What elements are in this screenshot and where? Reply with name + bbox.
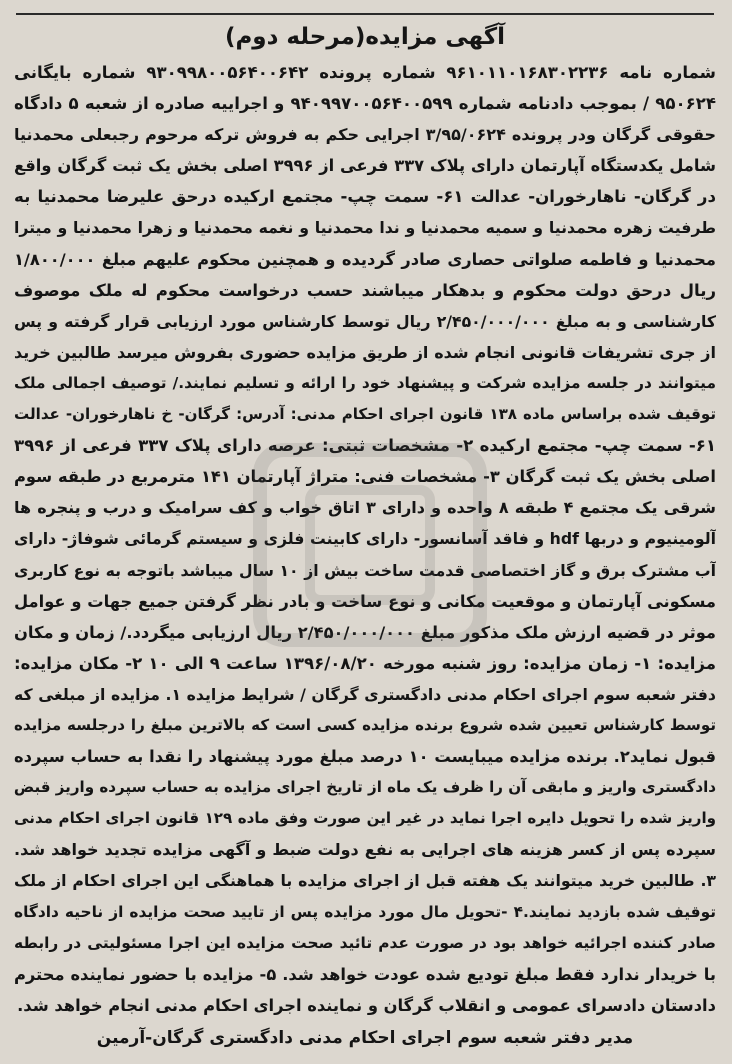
notice-line: میتوانند در جلسه مزایده شرکت و پیشنهاد خود را ارائه و تسلیم نمایند./ توصیف اجمالی ملک [14,373,716,392]
notice-line: واریز شده را تحویل دایره اجرا نماید در غیر این صورت وفق ماده ۱۲۹ قانون اجرای احکام مدنی [14,809,716,828]
notice-line: اصلی بخش یک ثبت گرگان ۳- مشخصات فنی: متراژ آپارتمان ۱۴۱ مترمربع در طبقه سوم [14,467,716,487]
notice-line: آلومینیوم و دربها hdf و فاقد آسانسور- دارای کابینت فلزی و سیستم گرمائی شوفاژ- دارای [14,529,716,549]
notice-line: صادر کننده اجرائیه خواهد بود در صورت عدم تائید صحت مزایده این اجرا مسئولیتی در رابطه [14,933,716,952]
notice-line: مسکونی آپارتمان و موقعیت مکانی و نوع ساخت و بادر نظر گرفتن جمیع جهات و عوامل [14,591,716,611]
notice-line: ۳. طالبین خرید میتوانند یک هفته قبل از اجرای مزایده با هماهنگی این اجرای احکام از ملک [14,871,716,891]
notice-line: با خریدار ندارد فقط مبلغ تودیع شده عودت خواهد شد. ۵- مزایده با حضور نماینده محترم [14,964,716,984]
notice-line: موثر در قضیه ارزش ملک مذکور مبلغ ۲/۴۵۰/۰۰۰/۰۰۰ ریال ارزیابی میگردد./ زمان و مکان [14,622,716,642]
notice-line: مزایده: ۱- زمان مزایده: روز شنبه مورخه ۱۳۹۶/۰۸/۲۰ ساعت ۹ الی ۱۰ ۲- مکان مزایده: [14,653,716,673]
notice-line: محمدنیا و فاطمه صلواتی حصاری صادر گردیده و همچنین محکوم علیهم مبلغ ۱/۸۰۰/۰۰۰ [14,249,716,269]
notice-line: شامل یکدستگاه آپارتمان دارای پلاک ۳۳۷ فرعی از ۳۹۹۶ اصلی بخش یک ثبت گرگان واقع [14,156,716,176]
notice-line: توسط کارشناس تعیین شده شروع برنده مزایده کسی است که بالاترین مبلغ را درجلسه مزایده [14,715,716,734]
notice-line: طرفیت زهره محمدنیا و سمیه محمدنیا و ندا محمدنیا و نغمه محمدنیا و زهرا محمدنیا و میترا [14,218,716,238]
notice-line: از جری تشریفات قانونی انجام شده از طریق مزایده حضوری بفروش میرسد طالبین خرید [14,342,716,362]
notice-line: توقیف شده براساس ماده ۱۳۸ قانون اجرای احکام مدنی: آدرس: گرگان- خ ناهارخوران- عدالت [14,405,716,424]
notice-title: آگهی مزایده(مرحله دوم) [224,24,506,50]
notice-line: آب مشترک برق و گاز اختصاصی قدمت ساخت بیش از ۱۰ سال میباشد باتوجه به نوع کاربری [14,560,716,580]
notice-line: سپرده پس از کسر هزینه های اجرایی به نفع دولت ضبط و آگهی مزایده تجدید خواهد شد. [14,840,716,860]
notice-line: توقیف شده بازدید نمایند.۴ -تحویل مال مورد مزایده پس از تایید صحت مزایده از ناحیه دادگاه [14,902,716,921]
notice-line: کارشناسی و به مبلغ ۲/۴۵۰/۰۰۰/۰۰۰ ریال توسط کارشناس مورد ارزیابی قرار گرفته و پس [14,311,716,331]
notice-line: حقوقی گرگان ودر پرونده ۳/۹۵/۰۶۲۴ اجرایی حکم به فروش ترکه مرحوم رجبعلی محمدنیا [14,125,716,145]
notice-line: ریال درحق دولت محکوم و بدهکار میباشند حسب درخواست محکوم له ملک موصوف [14,280,716,300]
notice-line: در گرگان- ناهارخوران- عدالت ۶۱- سمت چپ- مجتمع ارکیده درحق علیرضا محمدنیا به [14,187,716,207]
notice-line: ۹۵۰۶۲۴ / بموجب دادنامه شماره ۹۴۰۹۹۷۰۰۵۶۴۰۰۵۹۹ و اجراییه صادره از شعبه ۵ دادگاه [14,94,716,114]
notice-line: شرقی یک مجتمع ۴ طبقه ۸ واحده و دارای ۳ اتاق خواب و کف سرامیک و درب و پنجره ها [14,498,716,518]
notice-line: دفتر شعبه سوم اجرای احکام مدنی دادگستری گرگان / شرایط مزایده ۱. مزایده از مبلغی که [14,684,716,704]
notice-line: دادگستری واریز و مابقی آن را ظرف یک ماه از تاریخ اجرای مزایده به حساب سپرده واریز قبض [14,778,716,797]
top-divider [16,0,714,15]
notice-line: شماره نامه ۹۶۱۰۱۱۰۱۶۸۳۰۲۲۳۶ شماره پرونده ۹۳۰۹۹۸۰۰۵۶۴۰۰۶۴۲ شماره بایگانی [14,63,716,82]
notice-line: قبول نماید۲. برنده مزایده میبایست ۱۰ درصد مبلغ مورد پیشنهاد را نقدا به حساب سپرده [14,747,716,767]
signature-line: مدیر دفتر شعبه سوم اجرای احکام مدنی دادگستری گرگان-آرمین [96,1027,634,1048]
notice-body [14,57,716,1021]
notice-line: دادستان دادسرای عمومی و انقلاب گرگان و نماینده اجرای احکام مدنی انجام خواهد شد. [17,995,716,1015]
notice-line: ۶۱- سمت چپ- مجتمع ارکیده ۲- مشخصات ثبتی: عرصه دارای پلاک ۳۳۷ فرعی از ۳۹۹۶ [14,436,716,456]
